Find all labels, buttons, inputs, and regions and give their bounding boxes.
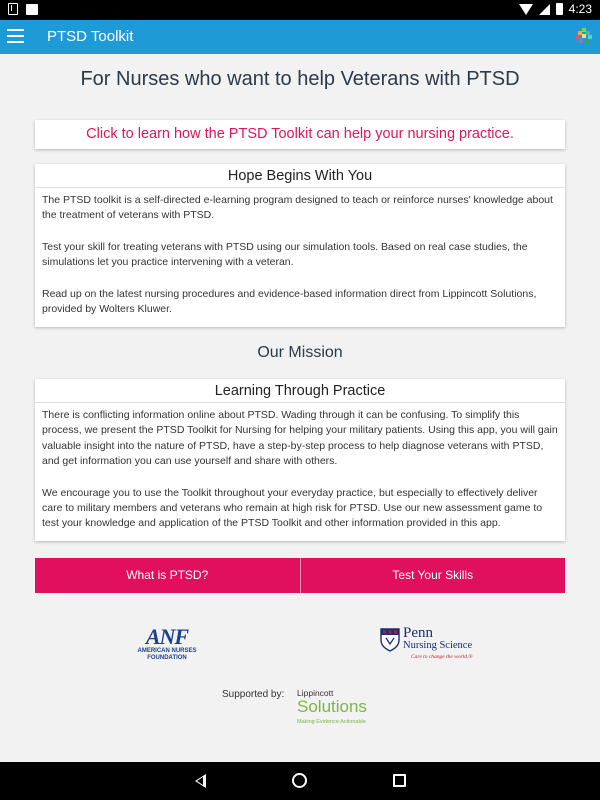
learning-card — [35, 379, 565, 541]
learning-paragraph: There is conflicting information online about PTSD. Wading through it can be confusing. To simplify this process, we present the PTSD Toolkit for Nursing for helping your military patients. Using this app, you will gain valuable insight into the nature of PTSD, have a step-by-step process to help diagnose veterans with PTSD, and get information you can use yourself and share with others. — [42, 409, 558, 468]
wifi-icon — [519, 4, 533, 15]
learn-more-link[interactable]: Click to learn how the PTSD Toolkit can help your nursing practice. — [35, 120, 565, 149]
supported-by — [222, 688, 422, 736]
home-icon[interactable] — [292, 773, 307, 788]
hope-paragraph: Test your skill for treating veterans with PTSD using our simulation tools. Based on real case studies, the simulations let you practice intervening with a veteran. — [42, 240, 528, 269]
lippincott-tagline: Making Evidence Actionable — [297, 719, 366, 725]
hamburger-menu-icon[interactable] — [7, 29, 24, 43]
app-bar — [0, 20, 600, 54]
penn-nursing-logo — [380, 626, 490, 666]
status-bar — [0, 0, 600, 20]
penn-tagline: Care to change the world.® — [411, 654, 473, 660]
what-is-ptsd-button[interactable]: What is PTSD? — [126, 568, 209, 582]
anf-logo — [127, 626, 207, 668]
battery-icon — [556, 3, 563, 15]
page-headline: For Nurses who want to help Veterans with PTSD — [80, 68, 520, 90]
solutions-label: Solutions — [297, 697, 367, 716]
learning-paragraph: We encourage you to use the Toolkit throughout your everyday practice, but especially to effectively deliver care to military members and veterans who remain at high risk for PTSD. Use our new assessment game to test your knowledge and application of the PTSD Toolkit and other information provided in this app. — [42, 486, 543, 530]
clock: 4:23 — [568, 2, 592, 16]
anf-mark: ANF — [145, 624, 189, 649]
hope-card-body — [35, 188, 565, 323]
store-icon — [26, 4, 38, 15]
hope-paragraph: Read up on the latest nursing procedures and evidence-based information direct from Lippincott Solutions, provided by Wolters Kluwer. — [42, 287, 537, 316]
app-title: PTSD Toolkit — [47, 28, 134, 45]
learning-card-body — [35, 403, 565, 538]
hope-paragraph: The PTSD toolkit is a self-directed e-learning program designed to teach or reinforce nurses' knowledge about the treatment of veterans with PTSD. — [42, 194, 553, 222]
anf-line1: AMERICAN NURSES — [137, 648, 197, 654]
main-content[interactable] — [0, 54, 600, 762]
recent-apps-icon[interactable] — [393, 774, 406, 787]
notification-icons — [8, 3, 38, 15]
back-icon[interactable] — [195, 774, 206, 788]
test-your-skills-button[interactable]: Test Your Skills — [300, 558, 566, 593]
penn-subtitle: Nursing Science — [403, 640, 473, 651]
lippincott-label: Lippincott — [297, 688, 334, 698]
hope-card-title: Hope Begins With You — [35, 164, 565, 188]
signal-icon — [539, 4, 550, 15]
navigation-bar — [0, 762, 600, 800]
system-indicators — [519, 2, 592, 16]
penn-name: Penn — [403, 625, 433, 641]
download-icon — [8, 3, 18, 15]
mission-title: Our Mission — [257, 344, 343, 361]
supported-by-label: Supported by: — [222, 689, 285, 700]
action-buttons — [35, 558, 565, 593]
app-logo-icon — [576, 28, 592, 44]
penn-shield-icon — [380, 628, 400, 652]
learning-card-title: Learning Through Practice — [35, 379, 565, 403]
hope-card — [35, 164, 565, 327]
anf-line2: FOUNDATION — [147, 655, 187, 661]
